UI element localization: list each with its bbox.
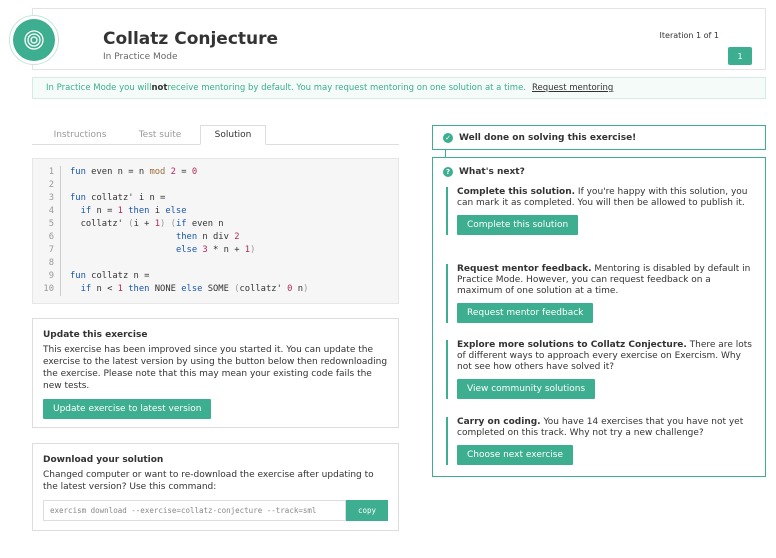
solution-tabs — [32, 125, 399, 145]
choose-next-exercise-button[interactable]: Choose next exercise — [457, 445, 573, 465]
step-text — [457, 417, 756, 439]
line-number: 8 — [48, 258, 54, 268]
notice-text-bold: not — [151, 83, 168, 93]
step-heading: Explore more solutions to Collatz Conjecture. — [457, 340, 687, 350]
line-number: 4 — [48, 206, 54, 216]
code-lines — [70, 166, 308, 296]
tab-instructions[interactable]: Instructions — [53, 130, 107, 140]
step-text — [457, 264, 756, 297]
step-text — [457, 187, 756, 209]
code-line: fun collatz n = — [70, 271, 150, 281]
step-description: If you're happy with this solution, you can mark it as completed. You will then be allowed to publish it. — [457, 187, 748, 208]
code-line: else 3 * n + 1) — [175, 245, 256, 255]
tab-solution[interactable]: Solution — [200, 125, 266, 145]
code-line: collatz' (i + 1) (if even n — [70, 219, 224, 229]
exercise-logo — [9, 15, 59, 65]
code-viewer[interactable] — [32, 158, 399, 304]
step-carry-on-coding — [446, 417, 756, 465]
step-description: There are lots of different ways to approach every exercise on Exercism. Why not see how others have solved it? — [457, 340, 752, 372]
check-circle-icon: ✓ — [443, 133, 453, 143]
request-mentor-feedback-button[interactable]: Request mentor feedback — [457, 303, 593, 323]
step-complete-solution — [446, 187, 756, 235]
notice-text-before: In Practice Mode you will — [46, 83, 152, 93]
view-community-solutions-button[interactable]: View community solutions — [457, 379, 595, 399]
step-description: Mentoring is disabled by default in Practice Mode. However, you can request feedback on a maximum of one solution at a time. — [457, 264, 751, 296]
well-done-banner — [432, 125, 766, 150]
line-number: 10 — [43, 284, 54, 294]
whats-next-title: What's next? — [459, 167, 525, 177]
step-heading: Carry on coding. — [457, 417, 541, 427]
iteration-label: Iteration 1 of 1 — [659, 31, 719, 40]
update-card-title: Update this exercise — [43, 330, 148, 340]
step-explore-solutions — [446, 340, 756, 399]
whats-next-heading — [443, 167, 525, 177]
code-line: if n < 1 then NONE else SOME (collatz' 0 n) — [80, 284, 309, 294]
step-request-mentor — [446, 264, 756, 323]
code-line: then n div 2 — [175, 232, 240, 242]
download-card-text: Changed computer or want to re-download the exercise after updating to the latest version? Use this command: — [43, 470, 374, 492]
code-line: fun even n = n mod 2 = 0 — [70, 167, 198, 177]
step-heading: Request mentor feedback. — [457, 264, 592, 274]
code-line — [70, 179, 308, 192]
line-number: 1 — [48, 167, 54, 177]
download-command-row — [43, 500, 388, 521]
line-number: 2 — [48, 180, 54, 190]
line-number: 7 — [48, 245, 54, 255]
question-circle-icon: ? — [443, 167, 453, 177]
complete-solution-button[interactable]: Complete this solution — [457, 215, 578, 235]
code-line: fun collatz' i n = — [70, 193, 166, 203]
line-number: 5 — [48, 219, 54, 229]
request-mentoring-link[interactable]: Request mentoring — [532, 83, 614, 93]
practice-mode-notice — [32, 77, 766, 99]
update-exercise-card — [32, 318, 399, 428]
line-numbers — [33, 166, 61, 296]
exercise-title: Collatz Conjecture — [103, 29, 279, 49]
code-line: if n = 1 then i else — [80, 206, 187, 216]
whats-next-panel — [432, 157, 766, 477]
download-command-field[interactable]: exercism download --exercise=collatz-conjecture --track=sml — [43, 500, 346, 521]
update-exercise-button[interactable]: Update exercise to latest version — [43, 399, 211, 419]
step-description: You have 14 exercises that you have not yet completed on this track. Why not try a new challenge? — [457, 417, 744, 438]
code-line — [70, 257, 308, 270]
download-solution-card — [32, 443, 399, 531]
line-number: 9 — [48, 271, 54, 281]
download-card-title: Download your solution — [43, 455, 164, 465]
iteration-1-button[interactable]: 1 — [728, 47, 752, 65]
line-number: 6 — [48, 232, 54, 242]
exercise-header — [32, 8, 766, 70]
copy-button[interactable]: copy — [346, 500, 388, 521]
step-heading: Complete this solution. — [457, 187, 576, 197]
spiral-icon — [23, 29, 45, 51]
line-number: 3 — [48, 193, 54, 203]
update-card-text: This exercise has been improved since you started it. You can update the exercise to the latest version by using the button below then redownloading the exercise. Please note that this may mean your existing code fails the new tests. — [43, 345, 388, 391]
tab-test-suite[interactable]: Test suite — [138, 130, 182, 140]
exercise-mode: In Practice Mode — [103, 52, 178, 62]
step-text — [457, 340, 756, 373]
notice-text-after: receive mentoring by default. You may request mentoring on one solution at a time. — [167, 83, 526, 93]
well-done-text: Well done on solving this exercise! — [459, 132, 637, 143]
